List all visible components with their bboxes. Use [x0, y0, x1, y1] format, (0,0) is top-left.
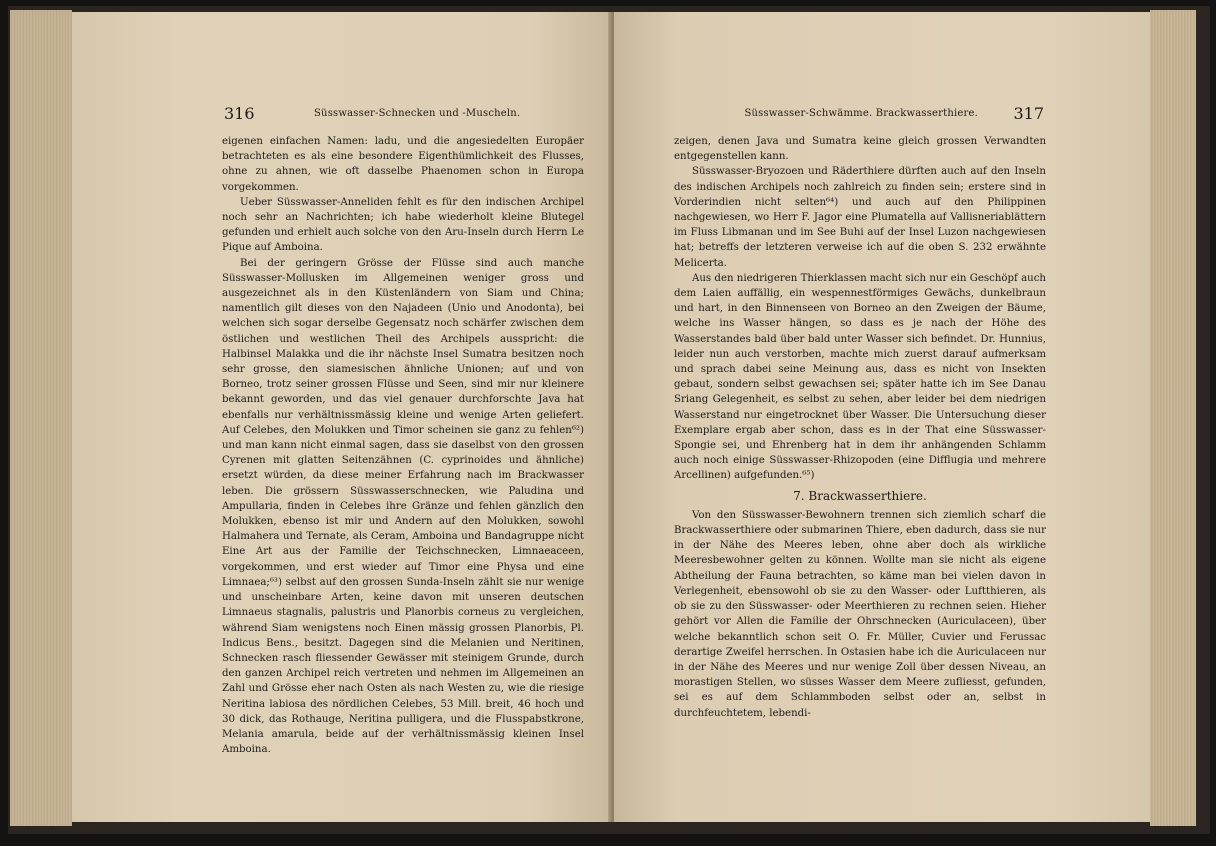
left-page	[72, 12, 612, 822]
left-running-head: Süsswasser-Schnecken und -Muscheln.	[314, 108, 521, 119]
right-page-body	[674, 134, 1046, 721]
section-title: 7. Brackwasserthiere.	[793, 488, 927, 503]
right-page-header	[676, 104, 1044, 124]
paragraph: eigenen einfachen Namen: ladu, und die angesiedelten Europäer betrachteten es als eine besondere Eigenthümlichkeit des Flusses, ohne zu ahnen, wie oft dasselbe Phaenomen schon in Europa vorgekommen.	[222, 136, 584, 193]
paragraph: Bei der geringern Grösse der Flüsse sind auch manche Süsswasser-Mollusken im Allgemeinen weniger gross und ausgezeichnet als in den Küstenländern von Siam und China; namentlich gilt dieses von den Najadeen (Unio und Anodonta), bei welchen sich sogar derselbe Gegensatz noch schärfer zwischen dem östlichen und westlichen Theil des Archipels ausspricht: die Halbinsel Malakka und die ihr nächste Insel Sumatra besitzen noch sehr grosse, den siamesischen ähnliche Unionen; auf und von Borneo, trotz seiner grossen Flüsse und Seen, sind mir nur kleinere bekannt geworden, und das viel genauer durchforschte Java hat ebenfalls nur verhältnissmässig kleine und wenige Arten geliefert. Auf Celebes, den Molukken und Timor scheinen sie ganz zu fehlen⁶²) und man kann nicht einmal sagen, dass sie daselbst von den grossen Cyrenen mit glatten Seitenzähnen (C. cyprinoides und ähnliche) ersetzt würden, da diese meiner Erfahrung nach im Brackwasser leben. Die grössern Süsswasserschnecken, wie Paludina und Ampullaria, finden in Celebes ihre Gränze und fehlen gänzlich den Molukken, ebenso ist mir und Andern auf den Molukken, sowohl Halmahera und Ternate, als Ceram, Amboina und Bandagruppe nicht Eine Art aus der Familie der Teichschnecken, Limnaeaceen, vorgekommen, und erst wieder auf Timor eine Physa und eine Limnaea;⁶³) selbst auf den grossen Sunda-Inseln zählt sie nur wenige und unscheinbare Arten, keine davon mit unseren deutschen Limnaeus stagnalis, palustris und Planorbis corneus zu vergleichen, während Siam wenigstens noch Einen mässig grossen Planorbis, Pl. Indicus Bens., besitzt. Dagegen sind die Melanien und Neritinen, Schnecken rasch fliessender Gewässer mit steinigem Grunde, durch den ganzen Archipel reich vertreten und nehmen im Allgemeinen an Zahl und Grösse eher nach Osten als nach Westen zu, wie die riesige Neritina labiosa des nördlichen Celebes, 53 Mill. breit, 46 hoch und 30 dick, das Rothauge, Neritina pulligera, und die Flusspabstkrone, Melania amarula, beide auf der verhältnissmässig kleinen Insel Amboina.	[222, 257, 584, 756]
paragraph: Ueber Süsswasser-Anneliden fehlt es für den indischen Archipel noch sehr an Nachrichten; ich habe wiederholt kleine Blutegel gefunden und erhielt auch solche von den Aru-Inseln durch Herrn Le Pique auf Amboina.	[222, 196, 584, 254]
right-page-number: 317	[1013, 104, 1044, 123]
left-page-number: 316	[224, 104, 255, 123]
page-edges-right	[1150, 10, 1196, 826]
left-page-body	[222, 134, 584, 757]
paragraph: zeigen, denen Java und Sumatra keine gleich grossen Verwandten entgegenstellen kann.	[674, 136, 1046, 163]
right-page	[614, 12, 1150, 822]
paragraph: Süsswasser-Bryozoen und Räderthiere dürften auch auf den Inseln des indischen Archipels noch zahlreich zu finden sein; erstere sind in Vorderindien nicht selten⁶⁴) und auch auf den Philippinen nachgewiesen, wo Herr F. Jagor eine Plumatella auf Vallisneriablättern im Fluss Libmanan und im See Buhi auf der Insel Luzon nachgewiesen hat; betreffs der letzteren verweise ich auf die oben S. 232 erwähnte Melicerta.	[674, 166, 1046, 269]
page-edges-left	[10, 10, 72, 826]
right-running-head: Süsswasser-Schwämme. Brackwasserthiere.	[744, 108, 978, 119]
paragraph: Von den Süsswasser-Bewohnern trennen sich ziemlich scharf die Brackwasserthiere oder submarinen Thiere, eben dadurch, dass sie nur in der Nähe des Meeres leben, ohne aber doch als wirkliche Meeresbewohner gelten zu können. Wollte man sie nicht als eigene Abtheilung der Fauna betrachten, so käme man bei vielen davon in Verlegenheit, ebensowohl ob sie zu den Wasser- oder Luftthieren, als ob sie zu den Süsswasser- oder Meerthieren zu rechnen seien. Hieher gehört vor Allen die Familie der Ohrschnecken (Auriculaceen), über welche bekanntlich schon seit O. Fr. Müller, Cuvier und Ferussac derartige Zweifel herrschen. In Ostasien habe ich die Auriculaceen nur in der Nähe des Meeres und nur wenige Zoll über dessen Niveau, an morastigen Stellen, wo süsses Wasser dem Meere zufliesst, gefunden, sei es auf dem Schlammboden selbst oder an, selbst in durchfeuchtetem, lebendi-	[674, 509, 1046, 719]
left-page-header	[224, 104, 582, 124]
paragraph: Aus den niedrigeren Thierklassen macht sich nur ein Geschöpf auch dem Laien auffällig, ein wespennestförmiges Gewächs, dunkelbraun und hart, in den Binnenseen von Borneo an den Zweigen der Bäume, welche ins Wasser hängen, so dass es je nach der Höhe des Wasserstandes bald über bald unter Wasser sich befindet. Dr. Hunnius, leider nun auch verstorben, machte mich zuerst darauf aufmerksam und sprach dabei seine Meinung aus, dass es nicht von Insekten gebaut, sondern selbst gewachsen sei; später hatte ich im See Danau Sriang Gelegenheit, es selbst zu sehen, aber leider bei dem niedrigen Wasserstand nur eingetrocknet über Wasser. Die Untersuchung dieser Exemplare ergab aber schon, dass es in der That eine Süsswasser-Spongie sei, und Ehrenberg hat in dem ihr anhängenden Schlamm auch noch einige Süsswasser-Rhizopoden (eine Difflugia und mehrere Arcellinen) aufgefunden.⁶⁵)	[674, 272, 1046, 482]
